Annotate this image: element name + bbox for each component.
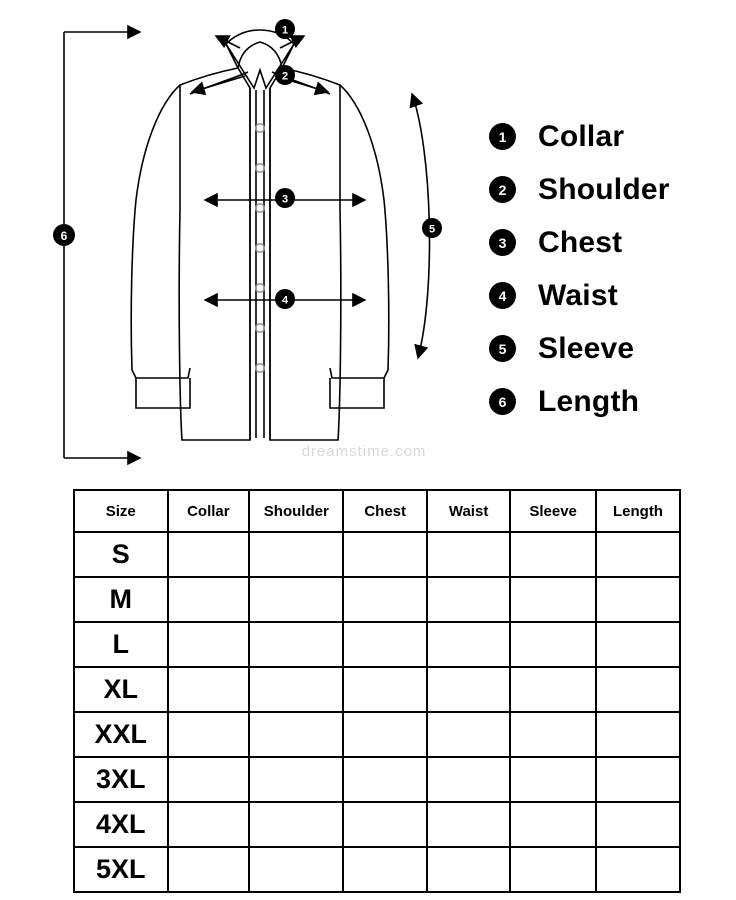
cell-chest[interactable] <box>343 622 426 667</box>
cell-chest[interactable] <box>343 532 426 577</box>
cell-length[interactable] <box>596 757 680 802</box>
cell-length[interactable] <box>596 622 680 667</box>
cell-sleeve[interactable] <box>510 667 596 712</box>
cell-chest[interactable] <box>343 712 426 757</box>
cell-length[interactable] <box>596 847 680 892</box>
legend-label-collar: Collar <box>538 119 625 153</box>
cell-length[interactable] <box>596 802 680 847</box>
cell-collar[interactable] <box>168 847 250 892</box>
cell-collar[interactable] <box>168 802 250 847</box>
cell-shoulder[interactable] <box>249 667 343 712</box>
table-header-row <box>74 490 680 532</box>
button-placket-buttons <box>256 124 264 372</box>
svg-text:6: 6 <box>60 229 68 243</box>
shoulder-measure-arrow <box>192 76 328 92</box>
legend-bullet-4: 4 <box>489 282 516 309</box>
header-size: Size <box>74 490 168 532</box>
svg-text:1: 1 <box>281 24 289 37</box>
legend-bullet-3: 3 <box>489 229 516 256</box>
cell-chest[interactable] <box>343 802 426 847</box>
header-shoulder: Shoulder <box>249 490 343 532</box>
cell-collar[interactable] <box>168 667 250 712</box>
table-row <box>74 532 680 577</box>
cell-size: XL <box>74 667 168 712</box>
cell-sleeve[interactable] <box>510 802 596 847</box>
cell-shoulder[interactable] <box>249 847 343 892</box>
cell-size: L <box>74 622 168 667</box>
shirt-outline <box>131 30 389 440</box>
cell-shoulder[interactable] <box>249 712 343 757</box>
length-measure-arrow <box>64 32 140 458</box>
legend-label-waist: Waist <box>538 278 618 312</box>
legend-bullet-5: 5 <box>489 335 516 362</box>
header-collar: Collar <box>168 490 250 532</box>
legend-bullet-1: 1 <box>489 123 516 150</box>
cell-collar[interactable] <box>168 532 250 577</box>
cell-sleeve[interactable] <box>510 757 596 802</box>
table-row <box>74 847 680 892</box>
cell-collar[interactable] <box>168 757 250 802</box>
legend-bullet-2: 2 <box>489 176 516 203</box>
cell-length[interactable] <box>596 577 680 622</box>
size-table <box>73 489 681 893</box>
svg-text:4: 4 <box>281 294 289 307</box>
cell-sleeve[interactable] <box>510 622 596 667</box>
legend-label-shoulder: Shoulder <box>538 172 670 206</box>
cell-size: S <box>74 532 168 577</box>
callout-4 <box>275 289 295 309</box>
cell-size: M <box>74 577 168 622</box>
legend-item-shoulder <box>489 163 719 216</box>
table-row <box>74 757 680 802</box>
cell-size: 5XL <box>74 847 168 892</box>
cell-length[interactable] <box>596 532 680 577</box>
callout-3 <box>275 188 295 208</box>
cell-sleeve[interactable] <box>510 847 596 892</box>
header-length: Length <box>596 490 680 532</box>
cell-size: 3XL <box>74 757 168 802</box>
legend-item-collar <box>489 110 719 163</box>
cell-length[interactable] <box>596 712 680 757</box>
cell-shoulder[interactable] <box>249 532 343 577</box>
table-row <box>74 577 680 622</box>
cell-collar[interactable] <box>168 577 250 622</box>
cell-shoulder[interactable] <box>249 577 343 622</box>
callout-5 <box>422 218 442 238</box>
cell-shoulder[interactable] <box>249 802 343 847</box>
cell-size: 4XL <box>74 802 168 847</box>
cell-chest[interactable] <box>343 757 426 802</box>
cell-waist[interactable] <box>427 577 510 622</box>
shirt-illustration <box>40 10 480 480</box>
header-chest: Chest <box>343 490 426 532</box>
table-row <box>74 712 680 757</box>
cell-waist[interactable] <box>427 532 510 577</box>
legend-item-sleeve <box>489 322 719 375</box>
cell-waist[interactable] <box>427 712 510 757</box>
cell-sleeve[interactable] <box>510 532 596 577</box>
table-row <box>74 667 680 712</box>
legend-list <box>489 110 719 428</box>
cell-sleeve[interactable] <box>510 577 596 622</box>
table-row <box>74 622 680 667</box>
cell-collar[interactable] <box>168 622 250 667</box>
cell-waist[interactable] <box>427 802 510 847</box>
cell-chest[interactable] <box>343 577 426 622</box>
cell-collar[interactable] <box>168 712 250 757</box>
cell-waist[interactable] <box>427 622 510 667</box>
header-sleeve: Sleeve <box>510 490 596 532</box>
legend-label-sleeve: Sleeve <box>538 331 635 365</box>
cell-length[interactable] <box>596 667 680 712</box>
legend-item-length <box>489 375 719 428</box>
legend-bullet-6: 6 <box>489 388 516 415</box>
cell-shoulder[interactable] <box>249 622 343 667</box>
svg-text:5: 5 <box>428 223 436 236</box>
table-row <box>74 802 680 847</box>
svg-text:2: 2 <box>281 70 289 83</box>
cell-sleeve[interactable] <box>510 712 596 757</box>
cell-shoulder[interactable] <box>249 757 343 802</box>
legend-label-chest: Chest <box>538 225 623 259</box>
cell-size: XXL <box>74 712 168 757</box>
cell-waist[interactable] <box>427 847 510 892</box>
legend-item-chest <box>489 216 719 269</box>
cell-chest[interactable] <box>343 847 426 892</box>
watermark-text: dreamstime.com <box>301 443 427 460</box>
cell-waist[interactable] <box>427 757 510 802</box>
callout-6 <box>53 224 75 246</box>
cell-waist[interactable] <box>427 667 510 712</box>
svg-text:3: 3 <box>281 193 289 206</box>
cell-chest[interactable] <box>343 667 426 712</box>
legend-item-waist <box>489 269 719 322</box>
legend-label-length: Length <box>538 384 640 418</box>
header-waist: Waist <box>427 490 510 532</box>
callout-2 <box>275 65 295 85</box>
callout-1 <box>275 19 295 39</box>
